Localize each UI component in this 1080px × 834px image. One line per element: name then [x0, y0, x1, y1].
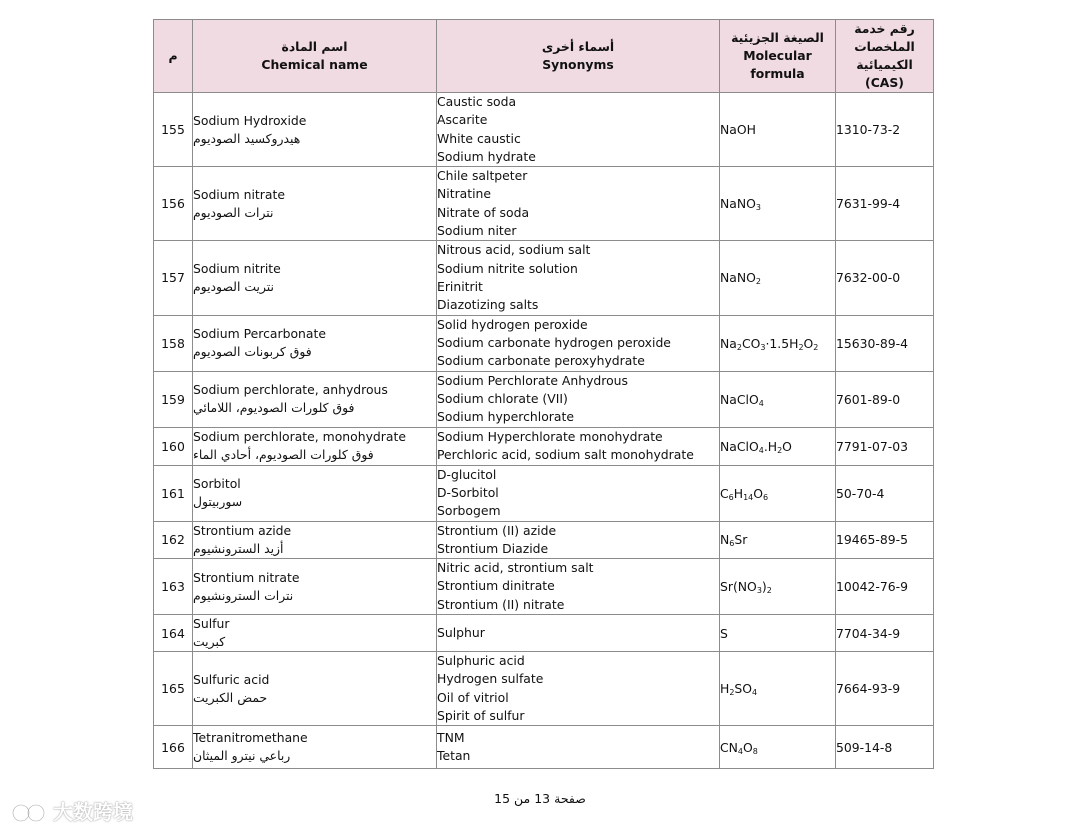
chemical-name-en: Sorbitol — [193, 476, 241, 492]
formula-part: CN — [720, 739, 738, 755]
synonym: Chile saltpeter — [437, 168, 528, 184]
chemical-name-ar: فوق كربونات الصوديوم — [193, 344, 312, 360]
watermark-text: 大数跨境 — [53, 800, 133, 824]
molecular-formula-cell — [720, 371, 836, 427]
molecular-formula-cell — [720, 315, 836, 371]
header-chemical-name — [193, 20, 437, 93]
molecular-formula-cell — [720, 615, 836, 652]
row-number: 165 — [154, 652, 193, 726]
header-molecular-formula — [720, 20, 836, 93]
synonym: Solid hydrogen peroxide — [437, 316, 588, 332]
cas-number: 7631-99-4 — [836, 167, 934, 241]
molecular-formula-cell — [720, 465, 836, 521]
row-number: 155 — [154, 93, 193, 167]
formula-part: NaOH — [720, 122, 756, 138]
row-number: 164 — [154, 615, 193, 652]
row-number: 161 — [154, 465, 193, 521]
formula-subscript: 2 — [777, 445, 783, 455]
header-cas-ar-1: رقم خدمة — [854, 21, 915, 36]
chemical-name-en: Sulfuric acid — [193, 671, 270, 687]
formula-part: H — [720, 681, 730, 697]
molecular-formula-cell — [720, 167, 836, 241]
synonyms-cell — [437, 241, 720, 315]
formula-part: H — [733, 485, 744, 501]
formula-subscript: 14 — [743, 492, 754, 502]
chemical-name-ar: كبريت — [193, 634, 226, 650]
synonym: Oil of vitriol — [437, 689, 509, 705]
molecular-formula-cell — [720, 427, 836, 465]
cas-number: 1310-73-2 — [836, 93, 934, 167]
synonyms-cell — [437, 427, 720, 465]
chemical-name-cell — [193, 652, 437, 726]
synonym: Sodium hyperchlorate — [437, 409, 574, 425]
chemical-name-en: Sodium nitrate — [193, 186, 285, 202]
chemical-name-en: Sodium Hydroxide — [193, 112, 307, 128]
row-number: 160 — [154, 427, 193, 465]
synonym: TNM — [437, 729, 465, 745]
row-number: 166 — [154, 726, 193, 769]
chemical-name-cell — [193, 615, 437, 652]
cas-number: 7704-34-9 — [836, 615, 934, 652]
formula-subscript: 3 — [755, 203, 761, 213]
header-number: م — [154, 20, 193, 93]
table-body — [154, 93, 934, 769]
formula-subscript: 4 — [752, 688, 758, 698]
synonym: Strontium Diazide — [437, 540, 549, 556]
header-synonyms-ar: أسماء أخرى — [541, 39, 615, 54]
chemical-name-ar: هيدروكسيد الصوديوم — [193, 130, 301, 146]
chemical-name-ar: نتريت الصوديوم — [193, 278, 274, 294]
formula-subscript: 2 — [798, 342, 804, 352]
synonyms-cell — [437, 315, 720, 371]
synonym: Sodium chlorate (VII) — [437, 390, 568, 406]
table-row — [154, 371, 934, 427]
formula-part: NaClO — [720, 438, 759, 454]
formula-part: S — [720, 625, 728, 641]
synonym: Sodium Perchlorate Anhydrous — [437, 372, 628, 388]
table-row — [154, 521, 934, 559]
formula-subscript: 4 — [758, 398, 764, 408]
synonym: Sulphuric acid — [437, 653, 525, 669]
header-cas-en: (CAS) — [865, 75, 904, 90]
row-number: 158 — [154, 315, 193, 371]
formula-subscript: 6 — [728, 492, 734, 502]
chemical-name-en: Sodium perchlorate, monohydrate — [193, 429, 406, 445]
synonym: D-glucitol — [437, 466, 497, 482]
chemical-name-cell — [193, 167, 437, 241]
synonym: Nitratine — [437, 186, 492, 202]
formula-part: NaClO — [720, 391, 759, 407]
chemical-name-cell — [193, 559, 437, 615]
formula-subscript: 4 — [758, 445, 764, 455]
row-number: 159 — [154, 371, 193, 427]
synonym: Spirit of sulfur — [437, 707, 525, 723]
molecular-formula-cell — [720, 241, 836, 315]
chemical-name-en: Strontium nitrate — [193, 569, 300, 585]
synonym: Nitric acid, strontium salt — [437, 560, 594, 576]
synonym: Sodium Hyperchlorate monohydrate — [437, 428, 663, 444]
header-formula-en-1: Molecular — [743, 48, 812, 63]
chemical-name-ar: فوق كلورات الصوديوم، أحادي الماء — [193, 447, 374, 463]
synonyms-cell — [437, 371, 720, 427]
molecular-formula-cell — [720, 93, 836, 167]
formula-part: CO — [741, 335, 761, 351]
synonym: Ascarite — [437, 112, 488, 128]
synonym: White caustic — [437, 130, 521, 146]
chemical-name-cell — [193, 726, 437, 769]
header-cas — [836, 20, 934, 93]
formula-part: O — [782, 438, 792, 454]
chemical-name-en: Sodium perchlorate, anhydrous — [193, 382, 388, 398]
formula-part: O — [803, 335, 814, 351]
cas-number: 509-14-8 — [836, 726, 934, 769]
chemical-name-ar: رباعي نيترو الميثان — [193, 748, 291, 764]
formula-part: NaNO — [720, 270, 756, 286]
page-number-footer: صفحة 13 من 15 — [494, 791, 586, 806]
row-number: 163 — [154, 559, 193, 615]
formula-part: .H — [763, 438, 778, 454]
synonym: Perchloric acid, sodium salt monohydrate — [437, 447, 694, 463]
synonyms-cell — [437, 465, 720, 521]
chemical-name-en: Tetranitromethane — [193, 730, 308, 746]
cas-number: 7632-00-0 — [836, 241, 934, 315]
synonym: Sodium hydrate — [437, 148, 536, 164]
formula-subscript: 6 — [729, 539, 735, 549]
table-header-row — [154, 20, 934, 93]
cas-number: 7601-89-0 — [836, 371, 934, 427]
formula-part: SO — [734, 681, 753, 697]
chemical-name-ar: سوربيتول — [193, 494, 243, 510]
formula-subscript: 4 — [737, 746, 744, 756]
formula-subscript: 3 — [756, 586, 762, 596]
table-row — [154, 93, 934, 167]
table-row — [154, 652, 934, 726]
header-synonyms — [437, 20, 720, 93]
synonym: Sodium carbonate peroxyhydrate — [437, 353, 645, 369]
formula-subscript: 2 — [755, 277, 761, 287]
molecular-formula-cell — [720, 559, 836, 615]
cas-number: 7791-07-03 — [836, 427, 934, 465]
row-number: 156 — [154, 167, 193, 241]
chemical-name-cell — [193, 521, 437, 559]
synonym: Hydrogen sulfate — [437, 671, 544, 687]
formula-subscript: 3 — [760, 342, 766, 352]
cas-number: 50-70-4 — [836, 465, 934, 521]
table-row — [154, 315, 934, 371]
synonyms-cell — [437, 652, 720, 726]
synonyms-cell — [437, 521, 720, 559]
chemical-name-en: Strontium azide — [193, 522, 292, 538]
formula-part: Na — [720, 335, 737, 351]
synonym: Sulphur — [437, 624, 485, 640]
formula-subscript: 2 — [736, 342, 742, 352]
formula-part: Sr(NO — [720, 579, 757, 595]
synonym: Strontium (II) azide — [437, 522, 557, 538]
table-row — [154, 427, 934, 465]
formula-subscript: 6 — [763, 492, 769, 502]
formula-part: O — [743, 739, 753, 755]
chemical-name-ar: فوق كلورات الصوديوم، اللامائي — [193, 400, 355, 416]
chemical-name-cell — [193, 427, 437, 465]
formula-part: N — [720, 532, 730, 548]
synonym: D-Sorbitol — [437, 484, 499, 500]
header-name-en: Chemical name — [261, 57, 368, 72]
synonym: Diazotizing salts — [437, 297, 539, 313]
formula-part: NaNO — [720, 196, 756, 212]
chemical-name-en: Sodium Percarbonate — [193, 326, 326, 342]
molecular-formula-cell — [720, 652, 836, 726]
chemical-name-en: Sodium nitrite — [193, 260, 281, 276]
formula-subscript: 2 — [813, 342, 819, 352]
synonym: Sorbogem — [437, 503, 501, 519]
watermark — [6, 796, 133, 825]
table-row — [154, 615, 934, 652]
chemical-name-ar: نترات الصوديوم — [193, 204, 274, 220]
formula-part: ) — [761, 579, 767, 595]
synonym: Nitrate of soda — [437, 204, 530, 220]
synonym: Strontium (II) nitrate — [437, 596, 565, 612]
table-row — [154, 167, 934, 241]
table-row — [154, 465, 934, 521]
formula-subscript: 2 — [766, 586, 772, 596]
synonym: Erinitrit — [437, 278, 483, 294]
chemical-name-ar: نترات السترونشيوم — [193, 587, 294, 603]
chemical-name-cell — [193, 371, 437, 427]
formula-part: ·1.5H — [765, 335, 799, 351]
header-formula-en-2: formula — [750, 66, 805, 81]
chemicals-table — [153, 19, 934, 769]
cas-number: 19465-89-5 — [836, 521, 934, 559]
formula-part: C — [720, 485, 729, 501]
synonym: Sodium carbonate hydrogen peroxide — [437, 334, 671, 350]
header-name-ar: اسم المادة — [281, 39, 348, 54]
table-row — [154, 241, 934, 315]
synonyms-cell — [437, 93, 720, 167]
header-cas-ar-2: الملخصات — [854, 39, 915, 54]
formula-subscript: 8 — [752, 746, 758, 756]
synonym: Nitrous acid, sodium salt — [437, 242, 591, 258]
chemical-name-ar: حمض الكبريت — [193, 689, 268, 705]
chemical-name-cell — [193, 93, 437, 167]
header-cas-ar-3: الكيميائية — [856, 57, 913, 72]
table-row — [154, 726, 934, 769]
formula-part: O — [753, 485, 764, 501]
chemical-name-en: Sulfur — [193, 616, 230, 632]
synonyms-cell — [437, 726, 720, 769]
double-circle-logo-icon — [6, 798, 50, 824]
synonym: Sodium nitrite solution — [437, 260, 578, 276]
molecular-formula-cell — [720, 726, 836, 769]
row-number: 157 — [154, 241, 193, 315]
cas-number: 7664-93-9 — [836, 652, 934, 726]
row-number: 162 — [154, 521, 193, 559]
cas-number: 10042-76-9 — [836, 559, 934, 615]
formula-part: Sr — [734, 532, 748, 548]
synonym: Caustic soda — [437, 94, 517, 109]
chemical-name-cell — [193, 315, 437, 371]
table-row — [154, 559, 934, 615]
header-synonyms-en: Synonyms — [542, 57, 614, 72]
synonyms-cell — [437, 615, 720, 652]
cas-number: 15630-89-4 — [836, 315, 934, 371]
synonyms-cell — [437, 167, 720, 241]
header-formula-ar: الصيغة الجزيئية — [731, 30, 824, 45]
formula-subscript: 2 — [729, 688, 735, 698]
synonym: Tetan — [437, 748, 471, 764]
molecular-formula-cell — [720, 521, 836, 559]
chemical-name-cell — [193, 241, 437, 315]
synonyms-cell — [437, 559, 720, 615]
synonym: Strontium dinitrate — [437, 578, 555, 594]
chemical-name-ar: أزيد السترونشيوم — [193, 540, 284, 556]
synonym: Sodium niter — [437, 223, 517, 239]
chemical-name-cell — [193, 465, 437, 521]
